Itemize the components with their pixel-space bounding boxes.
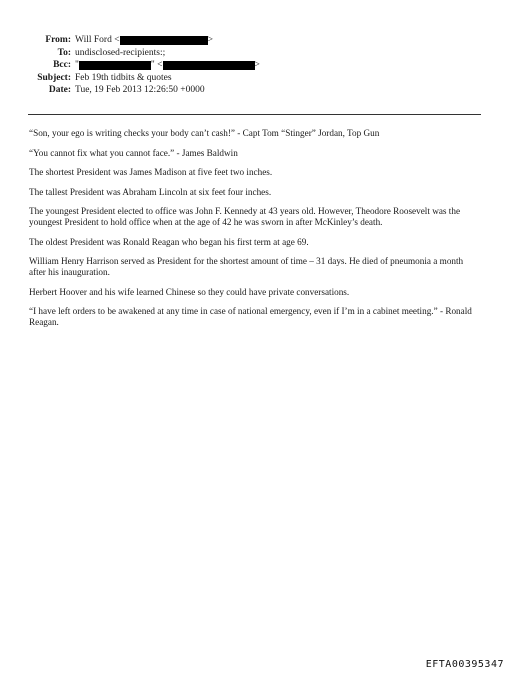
from-suffix: > xyxy=(207,35,213,45)
subject-value: Feb 19th tidbits & quotes xyxy=(75,72,172,83)
to-value: undisclosed-recipients:; xyxy=(75,47,166,58)
email-header xyxy=(0,34,512,97)
bcc-prefix: " xyxy=(75,60,79,70)
subject-label: Subject: xyxy=(37,72,71,83)
body-paragraph: “Son, your ego is writing checks your body can’t cash!” - Capt Tom “Stinger” Jordan, Top Gun xyxy=(29,128,380,138)
bcc-label: Bcc: xyxy=(53,60,71,70)
redaction-bar xyxy=(120,36,208,45)
date-row xyxy=(0,84,512,97)
date-label: Date: xyxy=(48,85,71,95)
body-paragraph: Herbert Hoover and his wife learned Chinese so they could have private conversations. xyxy=(29,286,350,297)
date-value: Tue, 19 Feb 2013 12:26:50 +0000 xyxy=(75,85,205,95)
bcc-suffix: > xyxy=(254,60,260,70)
from-value: Will Ford < xyxy=(75,35,120,45)
body-paragraph: “I have left orders to be awakened at any time in case of national emergency, even if I’m in a cabinet meeting.” - Ronald Reagan. xyxy=(29,306,472,327)
redaction-bar xyxy=(163,61,255,70)
from-label: From: xyxy=(45,35,71,45)
redaction-bar xyxy=(79,61,151,70)
header-divider xyxy=(28,114,481,115)
subject-row xyxy=(0,72,512,85)
bcc-row xyxy=(0,59,512,72)
email-body xyxy=(29,128,481,337)
document-id: EFTA00395347 xyxy=(425,659,504,670)
bcc-mid: " < xyxy=(150,60,163,70)
from-row xyxy=(0,34,512,47)
to-row xyxy=(0,47,512,60)
body-paragraph: “You cannot fix what you cannot face.” - James Baldwin xyxy=(29,147,238,158)
body-paragraph: The youngest President elected to office was John F. Kennedy at 43 years old. However, Theodore Roosevelt was the youngest President to hold office when at the age of 42 he was sworn in after McKinley’s death. xyxy=(29,206,461,227)
body-paragraph: William Henry Harrison served as President for the shortest amount of time – 31 days. He died of pneumonia a month after his inauguration. xyxy=(29,256,464,277)
body-paragraph: The tallest President was Abraham Lincoln at six feet four inches. xyxy=(29,186,272,197)
body-paragraph: The shortest President was James Madison at five feet two inches. xyxy=(29,167,273,177)
to-label: To: xyxy=(57,47,71,58)
body-paragraph: The oldest President was Ronald Reagan who began his first term at age 69. xyxy=(29,236,309,247)
